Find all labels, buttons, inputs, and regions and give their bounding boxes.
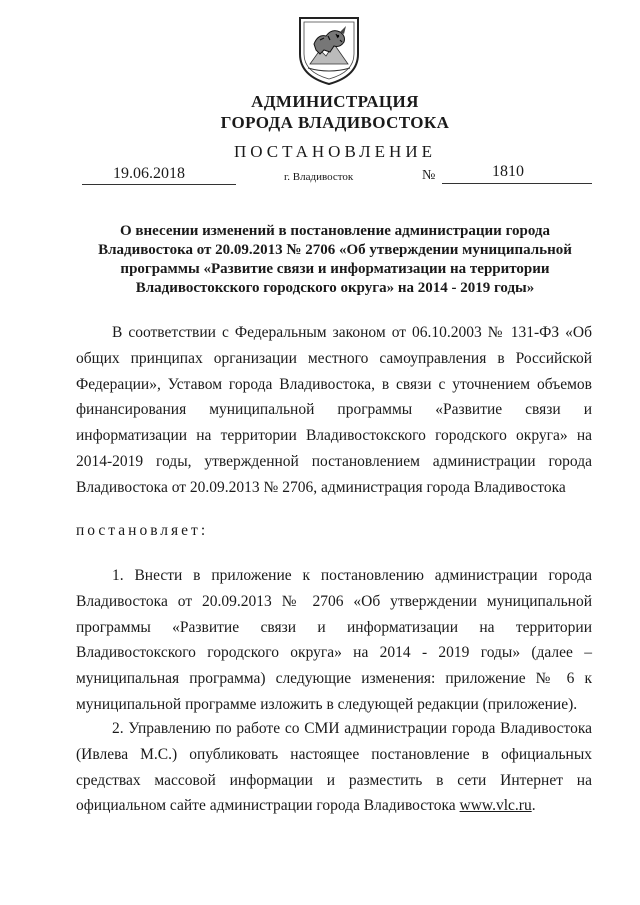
document-title: О внесении изменений в постановление администрации города Владивостока от 20.09.2013 № 2706 «Об утверждении муниципальной программы «Развитие связи и информатизации на территории Владивостокского городского округа» на 2014 - 2019 годы»: [98, 223, 572, 296]
date-underline: [82, 184, 236, 185]
website-link[interactable]: www.vlc.ru: [459, 797, 532, 815]
organization-name-line2: ГОРОДА ВЛАДИВОСТОКА: [220, 113, 450, 132]
item-2-text: 2. Управлению по работе со СМИ администрации города Владивостока (Ивлева М.С.) опубликовать настоящее постановление в официальных средствах массовой информации и разместить в сети Интернет на официальном сайте администрации города Владивостока: [76, 720, 592, 815]
number-sign: №: [422, 168, 436, 183]
document-number: 1810: [492, 163, 524, 180]
item-2-end: .: [531, 797, 536, 815]
document-date: 19.06.2018: [113, 165, 185, 182]
item-1-paragraph: 1. Внести в приложение к постановлению администрации города Владивостока от 20.09.2013 № 2706 «Об утверждении муниципальной программы «Развитие связи и информатизации на территории Владивостокского городского округа» на 2014 - 2019 годы» (далее – муниципальная программа) следующие изменения: приложение № 6 к муниципальной программе изложить в следующей редакции (приложение).: [76, 567, 592, 713]
number-underline: [442, 183, 592, 184]
organization-name-line1: АДМИНИСТРАЦИЯ: [251, 92, 419, 111]
preamble-paragraph: В соответствии с Федеральным законом от 06.10.2003 № 131-ФЗ «Об общих принципах организации местного самоуправления в Российской Федерации», Уставом города Владивостока, в связи с уточнением объемов финансирования муниципальной программы «Развитие связи и информатизации на территории Владивостокского городского округа» на 2014-2019 годы, утвержденной постановлением администрации города Владивостока от 20.09.2013 № 2706, администрация города Владивостока: [76, 324, 592, 496]
document-city: г. Владивосток: [284, 171, 354, 183]
city-coat-of-arms-icon: [296, 14, 362, 86]
item-2-paragraph: [76, 716, 592, 819]
document-type: ПОСТАНОВЛЕНИЕ: [233, 142, 436, 161]
resolves-word: постановляет:: [76, 522, 209, 539]
